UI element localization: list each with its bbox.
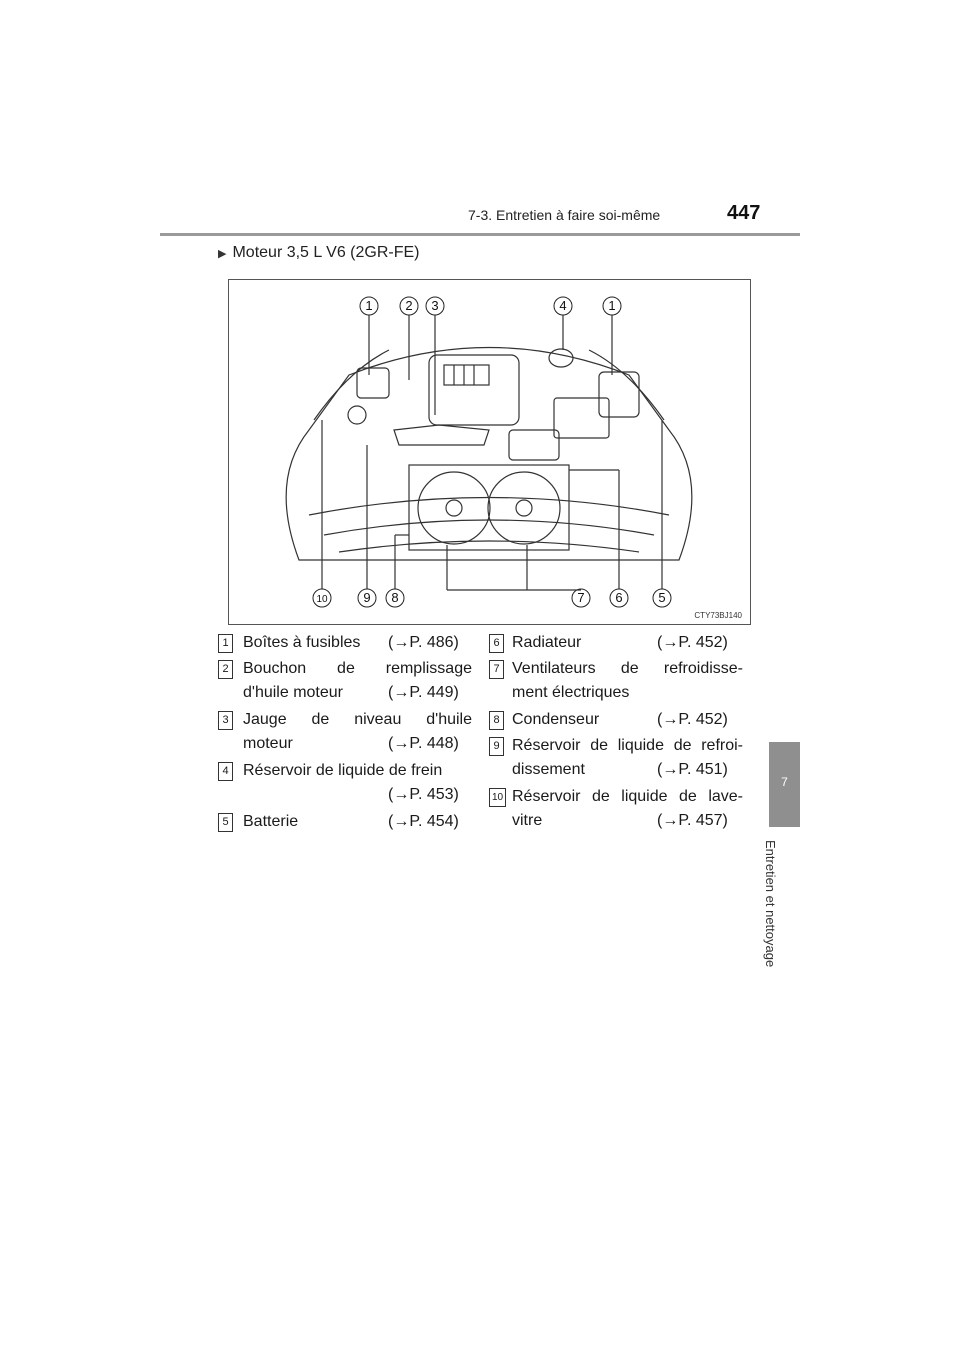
item-number-badge: 7 bbox=[489, 660, 504, 679]
item-number-badge: 10 bbox=[489, 788, 506, 807]
engine-bay-figure bbox=[228, 279, 751, 625]
item-label: Réservoir de liquide de frein bbox=[243, 762, 443, 779]
callout-bottom-4-label: 7 bbox=[577, 590, 585, 605]
fender-left bbox=[314, 350, 389, 420]
item-number-badge: 4 bbox=[218, 762, 233, 781]
callout-bottom-2-label: 9 bbox=[363, 590, 371, 605]
item-label: Condenseur bbox=[512, 711, 600, 728]
item-label-line2: dissement bbox=[512, 761, 585, 778]
fender-right bbox=[589, 350, 664, 420]
callout-top-5-label: 1 bbox=[608, 298, 616, 313]
item-page-ref: (→P. 452) bbox=[657, 634, 728, 651]
chapter-tab bbox=[769, 742, 800, 827]
callout-bottom-1-label: 10 bbox=[316, 594, 328, 605]
item-label: Réservoir de liquide de refroi- bbox=[512, 737, 743, 754]
chapter-title-vertical bbox=[763, 840, 804, 968]
fan-right-shape bbox=[488, 472, 560, 544]
callout-top-1-label: 1 bbox=[365, 298, 373, 313]
item-label: Bouchon de remplissage bbox=[243, 660, 472, 677]
item-page-ref: (→P. 451) bbox=[657, 761, 728, 778]
item-label-line2: ment électriques bbox=[512, 684, 630, 701]
callout-top-4-label: 4 bbox=[559, 298, 567, 313]
item-page-ref: (→P. 453) bbox=[388, 786, 459, 803]
item-label-line2: vitre bbox=[512, 812, 543, 829]
item-number-badge: 2 bbox=[218, 660, 233, 679]
item-label: Jauge de niveau d'huile bbox=[243, 711, 472, 728]
page-number: 447 bbox=[727, 202, 761, 224]
triangle-bullet-icon: ▶ bbox=[218, 248, 227, 260]
fuse-box-right-shape bbox=[599, 372, 639, 417]
coolant-reservoir-shape bbox=[394, 425, 489, 445]
item-number-badge: 9 bbox=[489, 737, 504, 756]
item-number-badge: 1 bbox=[218, 634, 233, 653]
item-number-badge: 6 bbox=[489, 634, 504, 653]
fan-left-shape bbox=[418, 472, 490, 544]
callout-bottom-6-label: 5 bbox=[658, 590, 666, 605]
item-page-ref: (→P. 452) bbox=[657, 711, 728, 728]
callout-top-3-label: 3 bbox=[431, 298, 439, 313]
item-page-ref: (→P. 449) bbox=[388, 684, 459, 701]
washer-reservoir-shape bbox=[348, 406, 366, 424]
fan-left-hub bbox=[446, 500, 462, 516]
bumper-line-lower bbox=[324, 520, 654, 535]
air-intake-shape bbox=[509, 430, 559, 460]
engine-subtitle bbox=[218, 244, 420, 262]
fan-right-hub bbox=[516, 500, 532, 516]
item-page-ref: (→P. 457) bbox=[657, 812, 728, 829]
item-label: Radiateur bbox=[512, 634, 582, 651]
engine-cover-fins bbox=[444, 365, 489, 385]
item-label-line2: moteur bbox=[243, 735, 293, 752]
item-number-badge: 3 bbox=[218, 711, 233, 730]
item-label-line2: d'huile moteur bbox=[243, 684, 343, 701]
callout-bottom-5-label: 6 bbox=[615, 590, 623, 605]
item-label: Réservoir de liquide de lave- bbox=[512, 788, 743, 805]
engine-bay-illustration bbox=[229, 280, 750, 624]
section-title: 7-3. Entretien à faire soi-même bbox=[468, 207, 661, 223]
item-number-badge: 8 bbox=[489, 711, 504, 730]
callout-top-2-label: 2 bbox=[405, 298, 413, 313]
battery-shape bbox=[554, 398, 609, 438]
item-page-ref: (→P. 454) bbox=[388, 813, 459, 830]
item-number-badge: 5 bbox=[218, 813, 233, 832]
header-rule bbox=[160, 233, 800, 236]
item-label: Boîtes à fusibles bbox=[243, 634, 361, 651]
engine-subtitle-text: Moteur 3,5 L V6 (2GR-FE) bbox=[232, 244, 420, 261]
figure-code: CTY73BJ140 bbox=[694, 611, 742, 620]
item-label: Batterie bbox=[243, 813, 299, 830]
chapter-title: Entretien et nettoyage bbox=[763, 840, 778, 968]
chapter-number: 7 bbox=[781, 775, 788, 789]
fuse-box-left-shape bbox=[357, 368, 389, 398]
item-label: Ventilateurs de refroidisse- bbox=[512, 660, 743, 677]
brake-reservoir-shape bbox=[549, 349, 573, 367]
item-page-ref: (→P. 486) bbox=[388, 634, 459, 651]
item-page-ref: (→P. 448) bbox=[388, 735, 459, 752]
callout-bottom-3-label: 8 bbox=[391, 590, 399, 605]
